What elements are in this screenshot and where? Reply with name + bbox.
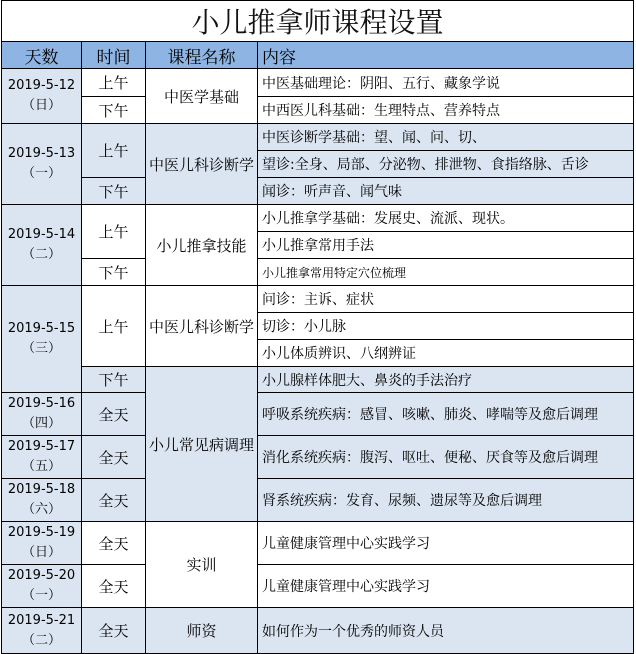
course-cell: 小儿推拿技能	[146, 205, 258, 286]
content-cell: 切诊：小儿脉	[258, 313, 634, 340]
day-cell	[2, 69, 82, 124]
time-cell: 全天	[82, 608, 146, 654]
time-cell: 全天	[82, 479, 146, 522]
content-cell: 中西医儿科基础：生理特点、营养特点	[258, 97, 634, 124]
time-cell: 下午	[82, 259, 146, 286]
table-row	[2, 286, 634, 313]
day-date: 2019-5-12	[7, 78, 76, 93]
day-weekday: （日）	[21, 545, 61, 560]
content-cell: 望诊:全身、局部、分泌物、排泄物、食指络脉、舌诊	[258, 151, 634, 178]
table-row	[2, 367, 634, 393]
day-weekday: （日）	[21, 98, 61, 113]
time-cell: 上午	[82, 124, 146, 178]
time-cell: 下午	[82, 367, 146, 393]
day-cell	[2, 286, 82, 393]
day-date: 2019-5-14	[7, 227, 76, 242]
table-row	[2, 608, 634, 654]
day-date: 2019-5-20	[7, 568, 76, 583]
day-date: 2019-5-13	[7, 146, 76, 161]
table-row	[2, 522, 634, 565]
page-title: 小儿推拿师课程设置	[2, 1, 634, 42]
day-cell	[2, 393, 82, 436]
day-weekday: （四）	[21, 416, 61, 431]
day-date: 2019-5-16	[7, 396, 76, 411]
day-weekday: （六）	[21, 502, 61, 517]
time-cell: 下午	[82, 178, 146, 205]
day-date: 2019-5-19	[7, 525, 76, 540]
time-cell: 全天	[82, 436, 146, 479]
header-row	[2, 42, 634, 69]
time-cell: 全天	[82, 393, 146, 436]
content-cell: 中医基础理论：阴阳、五行、藏象学说	[258, 69, 634, 97]
table-row	[2, 479, 634, 522]
day-weekday: （二）	[21, 247, 61, 262]
content-cell: 小儿推拿常用手法	[258, 232, 634, 259]
content-cell: 如何作为一个优秀的师资人员	[258, 608, 634, 654]
course-cell: 中医儿科诊断学	[146, 124, 258, 205]
time-cell: 全天	[82, 522, 146, 565]
content-cell: 小儿推拿学基础：发展史、流派、现状。	[258, 205, 634, 232]
day-weekday: （五）	[21, 459, 61, 474]
table-row	[2, 259, 634, 286]
header-course: 课程名称	[146, 42, 258, 69]
course-cell: 小儿常见病调理	[146, 367, 258, 522]
day-weekday: （一）	[21, 588, 61, 603]
day-cell	[2, 608, 82, 654]
content-cell: 肾系统疾病：发育、尿频、遗尿等及愈后调理	[258, 479, 634, 522]
day-weekday: （一）	[21, 166, 61, 181]
content-cell: 中医诊断学基础：望、闻、问、切、	[258, 124, 634, 151]
content-cell: 问诊：主诉、症状	[258, 286, 634, 313]
header-time: 时间	[82, 42, 146, 69]
day-cell	[2, 479, 82, 522]
content-cell: 小儿腺样体肥大、鼻炎的手法治疗	[258, 367, 634, 393]
course-cell: 实训	[146, 522, 258, 608]
day-date: 2019-5-18	[7, 482, 76, 497]
day-date: 2019-5-17	[7, 439, 76, 454]
time-cell: 上午	[82, 205, 146, 259]
header-day: 天数	[2, 42, 82, 69]
table-row	[2, 393, 634, 436]
day-cell	[2, 565, 82, 608]
content-cell: 小儿体质辨识、八纲辨证	[258, 340, 634, 367]
table-row	[2, 124, 634, 151]
table-row	[2, 565, 634, 608]
course-cell: 师资	[146, 608, 258, 654]
content-cell: 儿童健康管理中心实践学习	[258, 565, 634, 608]
table-row	[2, 178, 634, 205]
time-cell: 上午	[82, 69, 146, 97]
day-date: 2019-5-21	[7, 612, 76, 628]
day-date: 2019-5-15	[7, 321, 76, 336]
course-cell: 中医学基础	[146, 69, 258, 124]
day-cell	[2, 522, 82, 565]
table-row	[2, 69, 634, 97]
table-row	[2, 97, 634, 124]
day-cell	[2, 205, 82, 286]
header-content: 内容	[258, 42, 634, 69]
day-cell	[2, 436, 82, 479]
table-row	[2, 205, 634, 232]
time-cell: 下午	[82, 97, 146, 124]
day-weekday: （二）	[21, 632, 61, 648]
content-cell: 闻诊：听声音、闻气味	[258, 178, 634, 205]
day-weekday: （三）	[21, 341, 61, 356]
table-row	[2, 436, 634, 479]
schedule-table	[1, 0, 634, 654]
course-cell: 中医儿科诊断学	[146, 286, 258, 367]
title-row	[2, 1, 634, 42]
content-cell: 呼吸系统疾病：感冒、咳嗽、肺炎、哮喘等及愈后调理	[258, 393, 634, 436]
time-cell: 上午	[82, 286, 146, 367]
time-cell: 全天	[82, 565, 146, 608]
content-cell: 儿童健康管理中心实践学习	[258, 522, 634, 565]
content-cell: 小儿推拿常用特定穴位梳理	[258, 259, 634, 286]
content-cell: 消化系统疾病：腹泻、呕吐、便秘、厌食等及愈后调理	[258, 436, 634, 479]
day-cell	[2, 124, 82, 205]
